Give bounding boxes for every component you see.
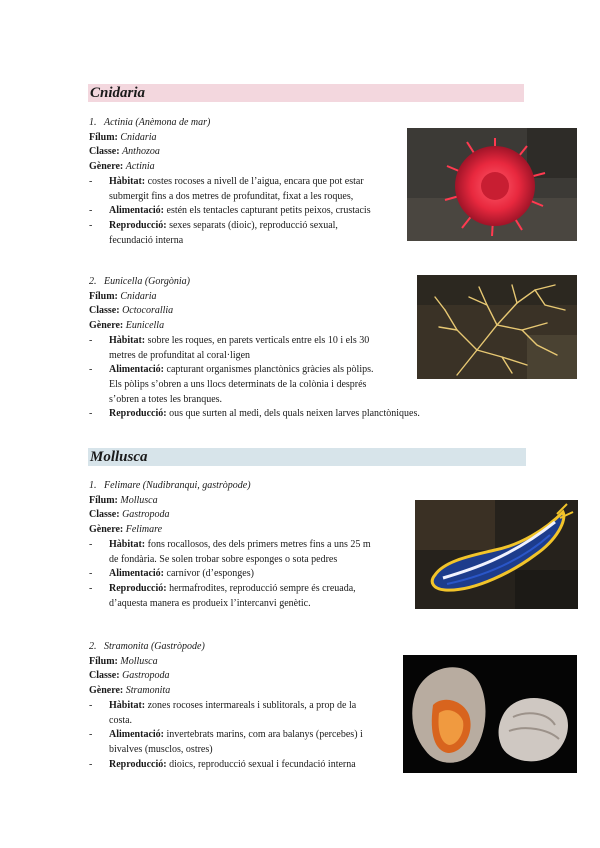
field-filum: Fílum: Cnidaria xyxy=(89,131,157,143)
bullet-habitat: - Hàbitat: fons rocallosos, des dels primers metres fins a uns 25 m de fondària. Se solen trobar sobre esponges o sota pedres xyxy=(89,538,371,565)
entry-heading: 2. Eunicella (Gorgònia) xyxy=(89,276,191,287)
field-classe: Classe: Gastropoda xyxy=(89,509,170,521)
field-genere: Gènere: Felimare xyxy=(89,524,163,536)
field-filum: Fílum: Mollusca xyxy=(89,655,158,667)
entry-heading: 1. Actinia (Anèmona de mar) xyxy=(89,117,211,128)
entry-actinia xyxy=(89,116,407,248)
field-genere: Gènere: Actinia xyxy=(89,161,155,173)
bullet-habitat: - Hàbitat: costes rocoses a nivell de l’aigua, encara que pot estar submergit fins a dos metres de profunditat, fixat a les roques, xyxy=(89,175,364,202)
bullet-alimentacio: - Alimentació: carnívor (d’esponges) xyxy=(89,568,254,580)
bullet-reproduccio: - Reproducció: hermafrodites, reproducció sempre és creuada, d’aquesta manera es produeix l’intercanvi genètic. xyxy=(89,582,356,609)
field-genere: Gènere: Stramonita xyxy=(89,685,171,697)
bullet-reproduccio: - Reproducció: ous que surten al medi, dels quals neixen larves planctòniques. xyxy=(89,408,420,420)
field-classe: Classe: Anthozoa xyxy=(89,146,160,158)
bullet-alimentacio: - Alimentació: capturant organismes planctònics gràcies als pòlips. Els pòlips s’obren a uns llocs determinats de la colònia i després s’obren a totes les branques. xyxy=(89,364,374,405)
yellow-gorgonian-photo xyxy=(417,275,577,379)
section-title: Cnidaria xyxy=(90,85,146,101)
bullet-reproduccio: - Reproducció: sexes separats (dioic), reproducció sexual, fecundació interna xyxy=(89,219,338,246)
blue-nudibranch-photo xyxy=(415,500,578,609)
entry-felimare xyxy=(89,479,407,611)
entry-heading: 2. Stramonita (Gastròpode) xyxy=(89,641,205,652)
entry-heading: 1. Felimare (Nudibranqui, gastròpode) xyxy=(89,480,251,491)
bullet-habitat: - Hàbitat: zones rocoses intermareals i sublitorals, a prop de la costa. xyxy=(89,699,357,726)
stramonita-shells-photo xyxy=(403,655,577,773)
section-header-mollusca xyxy=(88,448,526,466)
red-sea-anemone-photo xyxy=(407,128,577,241)
entry-eunicella xyxy=(89,275,469,422)
entry-stramonita xyxy=(89,640,399,772)
bullet-habitat: - Hàbitat: sobre les roques, en parets verticals entre els 10 i els 30 metres de profunditat al coral·ligen xyxy=(89,334,370,361)
field-classe: Classe: Octocorallia xyxy=(89,305,174,317)
field-filum: Fílum: Mollusca xyxy=(89,494,158,506)
section-header-cnidaria xyxy=(88,84,524,102)
bullet-alimentacio: - Alimentació: estén els tentacles capturant petits peixos, crustacis xyxy=(89,205,371,217)
bullet-reproduccio: - Reproducció: dioics, reproducció sexual i fecundació interna xyxy=(89,758,356,770)
section-title: Mollusca xyxy=(90,449,148,465)
field-genere: Gènere: Eunicella xyxy=(89,320,165,332)
field-classe: Classe: Gastropoda xyxy=(89,670,170,682)
bullet-alimentacio: - Alimentació: invertebrats marins, com ara balanys (percebes) i bivalves (musclos, ostres) xyxy=(89,729,363,755)
field-filum: Fílum: Cnidaria xyxy=(89,290,157,302)
